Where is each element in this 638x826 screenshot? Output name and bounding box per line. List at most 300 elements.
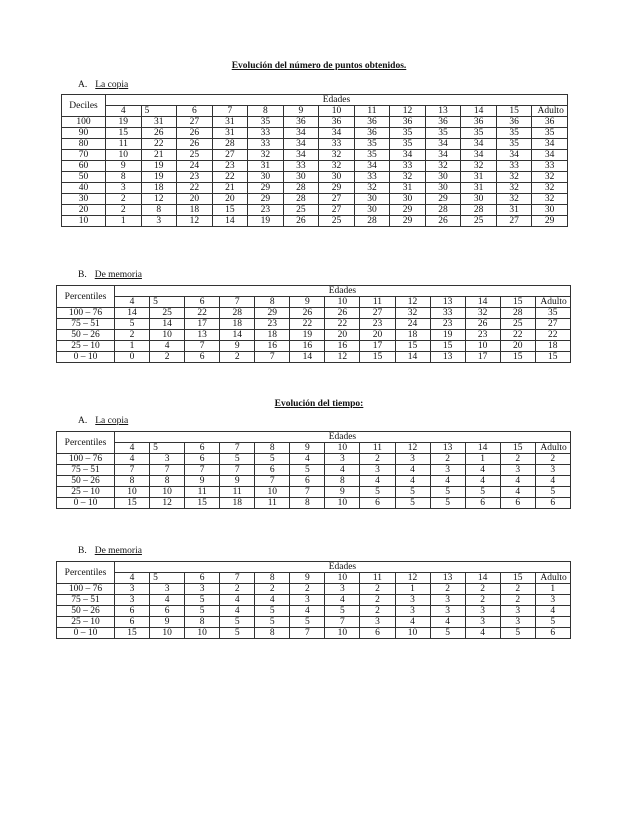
table-cell: 19 xyxy=(141,172,177,183)
table-cell: 31 xyxy=(212,128,248,139)
table-cell: 2 xyxy=(500,595,535,606)
table-cell: 34 xyxy=(496,150,532,161)
table-cell: 5 xyxy=(535,617,570,628)
table-cell: 11 xyxy=(106,139,142,150)
table-cell: 2 xyxy=(115,330,150,341)
age-header-cell: 13 xyxy=(425,106,461,117)
table-cell: 10 xyxy=(150,487,185,498)
table-cell: 36 xyxy=(496,117,532,128)
table-cell: 3 xyxy=(535,465,570,476)
table-cell: 28 xyxy=(220,308,255,319)
table-cell: 34 xyxy=(425,150,461,161)
age-header-cell: Adulto xyxy=(535,573,570,584)
table-cell: 27 xyxy=(360,308,395,319)
row-label-cell: 25 – 10 xyxy=(57,617,115,628)
age-header-cell: 8 xyxy=(255,297,290,308)
table-cell: 4 xyxy=(430,476,465,487)
table-cell: 36 xyxy=(354,117,390,128)
table-cell: 4 xyxy=(465,628,500,639)
subheading-letter: A. xyxy=(78,80,88,90)
table-cell: 4 xyxy=(115,454,150,465)
table-cell: 14 xyxy=(395,352,430,363)
table-cell: 3 xyxy=(465,617,500,628)
table-cell: 29 xyxy=(255,308,290,319)
table-cell: 4 xyxy=(395,476,430,487)
table-cell: 29 xyxy=(390,205,426,216)
row-label-cell: 60 xyxy=(62,161,106,172)
table-cell: 33 xyxy=(390,161,426,172)
table-cell: 8 xyxy=(141,205,177,216)
subheading-label: La copia xyxy=(95,416,129,426)
table-cell: 23 xyxy=(248,205,284,216)
table-cell: 22 xyxy=(141,139,177,150)
table-cell: 20 xyxy=(360,330,395,341)
section-title-points: Evolución del número de puntos obtenidos. xyxy=(231,61,407,71)
row-label-cell: 100 – 76 xyxy=(57,308,115,319)
age-header-cell: 14 xyxy=(461,106,497,117)
row-label-cell: 90 xyxy=(62,128,106,139)
table-cell: 5 xyxy=(220,617,255,628)
table-cell: 3 xyxy=(325,454,360,465)
table-cell: 33 xyxy=(248,128,284,139)
table-cell: 34 xyxy=(461,150,497,161)
table-cell: 23 xyxy=(360,319,395,330)
table-cell: 6 xyxy=(535,628,570,639)
table-cell: 36 xyxy=(532,117,568,128)
table-cell: 15 xyxy=(395,341,430,352)
subheading-letter: A. xyxy=(78,416,88,426)
table-cell: 34 xyxy=(532,150,568,161)
table-cell: 5 xyxy=(255,617,290,628)
subheading-letter: B. xyxy=(78,546,87,556)
age-header-cell: 15 xyxy=(500,297,535,308)
table-cell: 3 xyxy=(535,595,570,606)
table-cell: 1 xyxy=(465,454,500,465)
table-cell: 21 xyxy=(212,183,248,194)
table-cell: 5 xyxy=(290,617,325,628)
table-cell: 6 xyxy=(185,454,220,465)
table-row xyxy=(57,319,571,330)
table-cell: 3 xyxy=(465,606,500,617)
table-cell: 18 xyxy=(220,319,255,330)
table-cell: 25 xyxy=(283,205,319,216)
table-cell: 12 xyxy=(141,194,177,205)
table-cell: 19 xyxy=(290,330,325,341)
table-cell: 22 xyxy=(212,172,248,183)
table-cell: 15 xyxy=(535,352,570,363)
table-row xyxy=(62,194,568,205)
table-cell: 20 xyxy=(177,194,213,205)
table-cell: 3 xyxy=(395,606,430,617)
table-cell: 5 xyxy=(395,487,430,498)
edades-header: Edades xyxy=(115,562,571,573)
table-cell: 2 xyxy=(360,606,395,617)
table-cell: 19 xyxy=(248,216,284,227)
table-cell: 32 xyxy=(461,161,497,172)
table-cell: 15 xyxy=(106,128,142,139)
ages-header-row xyxy=(62,106,568,117)
age-header-cell: 11 xyxy=(360,573,395,584)
table-cell: 14 xyxy=(115,308,150,319)
table-cell: 10 xyxy=(150,628,185,639)
age-header-cell: 5 xyxy=(141,106,177,117)
table-cell: 3 xyxy=(185,584,220,595)
table-cell: 20 xyxy=(500,341,535,352)
row-label-cell: 50 xyxy=(62,172,106,183)
age-header-cell: 11 xyxy=(360,443,395,454)
table-row xyxy=(62,128,568,139)
table-cell: 20 xyxy=(212,194,248,205)
table-cell: 35 xyxy=(532,128,568,139)
age-header-cell: 6 xyxy=(185,297,220,308)
table-cell: 26 xyxy=(465,319,500,330)
table-cell: 33 xyxy=(496,161,532,172)
subheading-memory xyxy=(78,270,142,280)
table-cell: 15 xyxy=(115,498,150,509)
table-cell: 16 xyxy=(290,341,325,352)
row-label-cell: 25 – 10 xyxy=(57,341,115,352)
table-cell: 35 xyxy=(354,139,390,150)
table-cell: 36 xyxy=(354,128,390,139)
age-header-cell: 10 xyxy=(325,443,360,454)
table-cell: 4 xyxy=(465,476,500,487)
age-header-cell: 15 xyxy=(500,443,535,454)
age-header-cell: 9 xyxy=(283,106,319,117)
table-cell: 23 xyxy=(465,330,500,341)
table-cell: 1 xyxy=(115,341,150,352)
subheading-memory xyxy=(78,546,142,556)
table-row xyxy=(57,308,571,319)
table-cell: 5 xyxy=(430,498,465,509)
table-cell: 35 xyxy=(461,128,497,139)
table-cell: 35 xyxy=(425,128,461,139)
subheading-letter: B. xyxy=(78,270,87,280)
table-cell: 4 xyxy=(465,465,500,476)
table-cell: 34 xyxy=(319,128,355,139)
table-cell: 29 xyxy=(532,216,568,227)
table-cell: 5 xyxy=(185,606,220,617)
table-cell: 5 xyxy=(115,319,150,330)
table-cell: 12 xyxy=(150,498,185,509)
table-cell: 5 xyxy=(185,595,220,606)
table-cell: 34 xyxy=(390,150,426,161)
age-header-cell: Adulto xyxy=(535,443,570,454)
table-cell: 4 xyxy=(220,606,255,617)
age-header-cell: 13 xyxy=(430,573,465,584)
table-cell: 32 xyxy=(532,194,568,205)
table-cell: 27 xyxy=(496,216,532,227)
table-row xyxy=(57,595,571,606)
table-cell: 35 xyxy=(354,150,390,161)
table-cell: 33 xyxy=(430,308,465,319)
age-header-cell: 7 xyxy=(212,106,248,117)
table-cell: 6 xyxy=(535,498,570,509)
age-header-cell: 14 xyxy=(465,573,500,584)
table-cell: 35 xyxy=(496,139,532,150)
edades-header: Edades xyxy=(115,286,571,297)
age-header-cell: 9 xyxy=(290,297,325,308)
table-cell: 9 xyxy=(150,617,185,628)
ages-header-row xyxy=(57,573,571,584)
table-cell: 35 xyxy=(390,139,426,150)
table-cell: 7 xyxy=(185,341,220,352)
table-cell: 26 xyxy=(325,308,360,319)
table-corner-header: Percentiles xyxy=(57,432,115,454)
table-cell: 31 xyxy=(248,161,284,172)
table-row xyxy=(57,584,571,595)
age-header-cell: 8 xyxy=(255,443,290,454)
table-cell: 1 xyxy=(535,584,570,595)
table-cell: 24 xyxy=(395,319,430,330)
table-cell: 9 xyxy=(220,341,255,352)
table-cell: 1 xyxy=(106,216,142,227)
table-row xyxy=(57,628,571,639)
table-cell: 3 xyxy=(115,584,150,595)
table-cell: 2 xyxy=(360,595,395,606)
table-cell: 23 xyxy=(212,161,248,172)
table-cell: 7 xyxy=(290,628,325,639)
table-row xyxy=(57,465,571,476)
table-cell: 30 xyxy=(283,172,319,183)
age-header-cell: 10 xyxy=(325,297,360,308)
table-cell: 10 xyxy=(115,487,150,498)
age-header-cell: 8 xyxy=(248,106,284,117)
table-cell: 15 xyxy=(430,341,465,352)
table-cell: 4 xyxy=(535,606,570,617)
table-cell: 35 xyxy=(535,308,570,319)
table-cell: 35 xyxy=(496,128,532,139)
table-cell: 2 xyxy=(430,584,465,595)
table-cell: 2 xyxy=(220,352,255,363)
table-cell: 27 xyxy=(177,117,213,128)
edades-header: Edades xyxy=(106,95,568,106)
table-cell: 31 xyxy=(461,183,497,194)
table-cell: 6 xyxy=(115,617,150,628)
table-cell: 2 xyxy=(535,454,570,465)
table-cell: 3 xyxy=(290,595,325,606)
table-cell: 0 xyxy=(115,352,150,363)
row-label-cell: 50 – 26 xyxy=(57,476,115,487)
table-cell: 11 xyxy=(220,487,255,498)
table-cell: 6 xyxy=(290,476,325,487)
table-row xyxy=(57,341,571,352)
table-cell: 2 xyxy=(360,584,395,595)
table-cell: 32 xyxy=(425,161,461,172)
age-header-cell: 12 xyxy=(390,106,426,117)
table-cell: 3 xyxy=(150,454,185,465)
table-cell: 4 xyxy=(395,465,430,476)
table-cell: 5 xyxy=(220,628,255,639)
table-cell: 7 xyxy=(220,465,255,476)
table-cell: 22 xyxy=(500,330,535,341)
table-cell: 28 xyxy=(500,308,535,319)
age-header-cell: 15 xyxy=(496,106,532,117)
table-cell: 9 xyxy=(325,487,360,498)
table-cell: 17 xyxy=(465,352,500,363)
table-cell: 7 xyxy=(255,476,290,487)
table-cell: 26 xyxy=(141,128,177,139)
table-cell: 5 xyxy=(290,465,325,476)
table-cell: 2 xyxy=(465,595,500,606)
table-cell: 4 xyxy=(325,595,360,606)
age-header-cell: 6 xyxy=(185,573,220,584)
table-cell: 6 xyxy=(115,606,150,617)
table-cell: 36 xyxy=(283,117,319,128)
row-label-cell: 10 xyxy=(62,216,106,227)
row-label-cell: 50 – 26 xyxy=(57,330,115,341)
table-cell: 22 xyxy=(185,308,220,319)
table-cell: 2 xyxy=(106,194,142,205)
age-header-cell: 5 xyxy=(150,297,185,308)
table-cell: 3 xyxy=(360,617,395,628)
table-cell: 22 xyxy=(535,330,570,341)
table-cell: 34 xyxy=(425,139,461,150)
table-cell: 12 xyxy=(325,352,360,363)
table-cell: 10 xyxy=(150,330,185,341)
table-cell: 28 xyxy=(425,205,461,216)
age-header-cell: 9 xyxy=(290,573,325,584)
table-cell: 5 xyxy=(220,454,255,465)
table-cell: 26 xyxy=(177,139,213,150)
subheading-label: La copia xyxy=(95,80,129,90)
table-cell: 15 xyxy=(212,205,248,216)
row-label-cell: 25 – 10 xyxy=(57,487,115,498)
table-cell: 28 xyxy=(283,194,319,205)
table-cell: 27 xyxy=(212,150,248,161)
table-cell: 36 xyxy=(319,117,355,128)
table-cell: 3 xyxy=(360,465,395,476)
table-cell: 14 xyxy=(150,319,185,330)
age-header-cell: 10 xyxy=(319,106,355,117)
table-cell: 6 xyxy=(360,628,395,639)
age-header-cell: 12 xyxy=(395,443,430,454)
table-cell: 2 xyxy=(106,205,142,216)
table-cell: 5 xyxy=(430,487,465,498)
table-cell: 31 xyxy=(390,183,426,194)
row-label-cell: 0 – 10 xyxy=(57,352,115,363)
subheading-copy xyxy=(78,416,128,426)
table-cell: 30 xyxy=(425,172,461,183)
table-cell: 5 xyxy=(500,628,535,639)
age-header-cell: 4 xyxy=(106,106,142,117)
table-cell: 4 xyxy=(290,454,325,465)
table-cell: 6 xyxy=(360,498,395,509)
table-cell: 30 xyxy=(248,172,284,183)
table-cell: 32 xyxy=(465,308,500,319)
table-cell: 15 xyxy=(115,628,150,639)
table-cell: 8 xyxy=(325,476,360,487)
table-cell: 26 xyxy=(177,128,213,139)
table-cell: 6 xyxy=(150,606,185,617)
table-cell: 25 xyxy=(150,308,185,319)
row-label-cell: 30 xyxy=(62,194,106,205)
table-cell: 1 xyxy=(395,584,430,595)
table-cell: 33 xyxy=(532,161,568,172)
table-cell: 33 xyxy=(319,139,355,150)
table-row xyxy=(57,454,571,465)
age-header-cell: 4 xyxy=(115,443,150,454)
table-cell: 30 xyxy=(425,183,461,194)
table-cell: 18 xyxy=(220,498,255,509)
table-cell: 15 xyxy=(360,352,395,363)
table-cell: 36 xyxy=(461,117,497,128)
table-cell: 3 xyxy=(500,606,535,617)
table-cell: 8 xyxy=(150,476,185,487)
table-cell: 3 xyxy=(325,584,360,595)
table-cell: 9 xyxy=(185,476,220,487)
table-time-copy xyxy=(56,431,571,509)
table-cell: 31 xyxy=(496,205,532,216)
table-cell: 34 xyxy=(354,161,390,172)
table-row xyxy=(57,498,571,509)
table-cell: 11 xyxy=(185,487,220,498)
table-cell: 16 xyxy=(255,341,290,352)
table-cell: 8 xyxy=(115,476,150,487)
row-label-cell: 20 xyxy=(62,205,106,216)
table-cell: 5 xyxy=(465,487,500,498)
table-cell: 18 xyxy=(255,330,290,341)
age-header-cell: 14 xyxy=(465,297,500,308)
table-cell: 28 xyxy=(212,139,248,150)
table-cell: 2 xyxy=(465,584,500,595)
table-cell: 6 xyxy=(465,498,500,509)
table-cell: 18 xyxy=(177,205,213,216)
table-cell: 2 xyxy=(220,584,255,595)
table-cell: 27 xyxy=(319,194,355,205)
table-cell: 34 xyxy=(283,128,319,139)
table-cell: 35 xyxy=(390,128,426,139)
table-corner-header: Percentiles xyxy=(57,562,115,584)
row-label-cell: 0 – 10 xyxy=(57,628,115,639)
table-cell: 20 xyxy=(325,330,360,341)
table-cell: 13 xyxy=(430,352,465,363)
table-cell: 27 xyxy=(535,319,570,330)
table-cell: 32 xyxy=(496,194,532,205)
table-cell: 15 xyxy=(500,352,535,363)
age-header-cell: 4 xyxy=(115,297,150,308)
age-header-cell: 13 xyxy=(430,297,465,308)
age-header-cell: 4 xyxy=(115,573,150,584)
table-cell: 3 xyxy=(500,617,535,628)
table-cell: 32 xyxy=(496,183,532,194)
table-cell: 10 xyxy=(465,341,500,352)
row-label-cell: 75 – 51 xyxy=(57,319,115,330)
table-cell: 19 xyxy=(141,161,177,172)
table-row xyxy=(57,476,571,487)
age-header-cell: 10 xyxy=(325,573,360,584)
table-row xyxy=(62,139,568,150)
age-header-cell: 7 xyxy=(220,443,255,454)
age-header-cell: 14 xyxy=(465,443,500,454)
table-cell: 36 xyxy=(390,117,426,128)
table-cell: 36 xyxy=(425,117,461,128)
table-cell: 32 xyxy=(354,183,390,194)
age-header-cell: 12 xyxy=(395,297,430,308)
table-cell: 32 xyxy=(395,308,430,319)
table-cell: 10 xyxy=(395,628,430,639)
table-cell: 3 xyxy=(395,595,430,606)
age-header-cell: 15 xyxy=(500,573,535,584)
table-cell: 28 xyxy=(354,216,390,227)
section-title-time: Evolución del tiempo: xyxy=(274,399,364,409)
table-cell: 17 xyxy=(360,341,395,352)
table-corner-header: Deciles xyxy=(62,95,106,117)
table-cell: 3 xyxy=(430,606,465,617)
table-cell: 23 xyxy=(255,319,290,330)
table-cell: 21 xyxy=(141,150,177,161)
table-cell: 19 xyxy=(430,330,465,341)
table-cell: 30 xyxy=(390,194,426,205)
